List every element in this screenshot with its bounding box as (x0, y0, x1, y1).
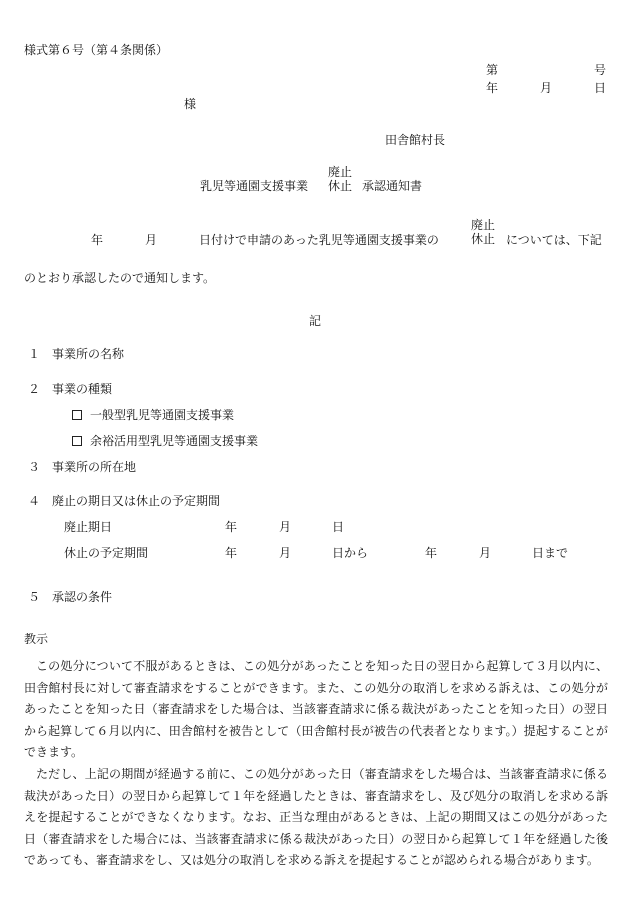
title-option-stack (328, 166, 352, 194)
notice-paragraph-1: この処分について不服があるときは、この処分があったことを知った日の翌日から起算して３月以内に、田舎館村長に対して審査請求をすることができます。また、この処分の取消しを求める訴えは、この処分があったことを知った日（審査請求をした場合は、当該審査請求に係る裁決があったことを知った日）の翌日から起算して６月以内に、田舎館村を被告として（田舎館村長が被告の代表者となります。）提起することができます。 (24, 659, 608, 760)
haishi-year: 年 (225, 520, 238, 534)
item4-number: ４ (28, 494, 41, 508)
title-option-haishi: 廃止 (328, 165, 353, 179)
item4-label: 廃止の期日又は休止の予定期間 (52, 494, 221, 508)
notice-heading: 教示 (24, 632, 49, 646)
kyushi-from-month: 月 (279, 546, 292, 560)
form-label: 様式第６号（第４条関係） (24, 43, 169, 57)
item5-label: 承認の条件 (52, 590, 113, 604)
item3-label: 事業所の所在地 (52, 460, 137, 474)
date-month: 月 (540, 81, 553, 95)
addressee-suffix: 様 (184, 97, 197, 111)
option-general-type[interactable] (72, 409, 234, 421)
body-tail: については、下記 (506, 233, 602, 247)
option-surplus-type[interactable] (72, 435, 258, 447)
haishi-day: 日 (332, 520, 345, 534)
item1-label: 事業所の名称 (52, 347, 125, 361)
notice-body (24, 656, 608, 872)
date-year: 年 (486, 81, 499, 95)
body-option-kyushi: 休止 (471, 231, 496, 246)
ki-label: 記 (309, 314, 322, 328)
kyushi-until-year: 年 (425, 546, 438, 560)
body-line2: のとおり承認したので通知します。 (24, 271, 216, 285)
title-post: 承認通知書 (362, 179, 423, 193)
body-option-haishi: 廃止 (471, 218, 496, 232)
date-day: 日 (594, 81, 607, 95)
notice-paragraph-2: ただし、上記の期間が経過する前に、この処分があった日（審査請求をした場合は、当該審査請求に係る裁決があった日）の翌日から起算して１年を経過したときは、審査請求をし、及び処分の取消しを求める訴えを提起することができなくなります。なお、正当な理由があるときは、上記の期間又はこの処分があった日（審査請求をした場合には、当該審査請求に係る裁決があった日）の翌日から起算して１年を経過した後であっても、審査請求をし、又は処分の取消しを求める訴えを提起することが認められる場合があります。 (24, 766, 608, 868)
checkbox[interactable] (72, 410, 82, 420)
item2-label: 事業の種類 (52, 382, 113, 396)
kyushi-from-year: 年 (225, 546, 238, 560)
item3-number: ３ (28, 460, 41, 474)
title-option-kyushi: 休止 (328, 178, 353, 193)
kyushi-from-day: 日から (332, 546, 369, 560)
body-mid: 日付けで申請のあった乳児等通園支援事業の (199, 233, 439, 247)
kyushi-until-day: 日まで (532, 546, 569, 560)
body-month: 月 (145, 233, 158, 247)
title-pre: 乳児等通園支援事業 (200, 179, 309, 193)
number-go: 号 (594, 63, 607, 77)
item5-number: ５ (28, 590, 41, 604)
haishi-month: 月 (279, 520, 292, 534)
number-dai: 第 (486, 63, 499, 77)
issuer: 田舎館村長 (385, 133, 446, 147)
body-option-stack (471, 219, 495, 247)
kyushi-period-label: 休止の予定期間 (64, 546, 149, 560)
kyushi-until-month: 月 (479, 546, 492, 560)
checkbox[interactable] (72, 436, 82, 446)
option-surplus-type-label: 余裕活用型乳児等通園支援事業 (90, 434, 259, 448)
option-general-type-label: 一般型乳児等通園支援事業 (90, 408, 235, 422)
body-year: 年 (91, 233, 104, 247)
item2-number: ２ (28, 382, 41, 396)
item1-number: １ (28, 347, 41, 361)
haishi-date-label: 廃止期日 (64, 520, 113, 534)
